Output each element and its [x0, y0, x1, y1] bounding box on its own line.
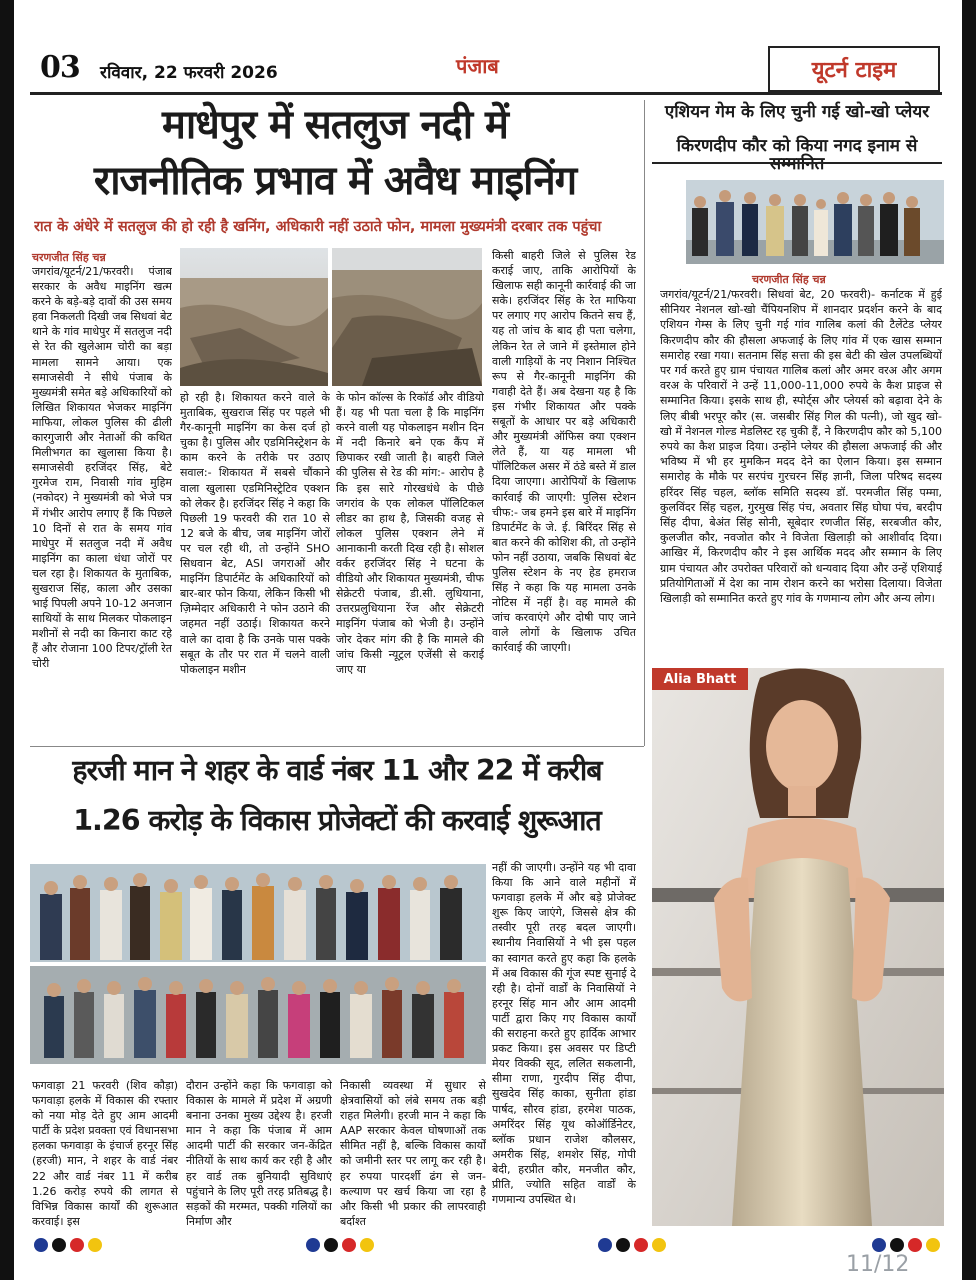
khokho-award-photo	[686, 180, 944, 264]
story1-text-1: जगरांव/यूटर्न/21/फरवरी। पंजाब सरकार के अवैध माइनिंग खत्म करने के बड़े-बड़े दावों की उस समय हवा निकलती दिखी जब सिधवां बेट थाने के गांव माधेपुर में सतलुज नदी से रेत की खुलेआम चोरी का बड़ा मामला सामने आया। एक समाजसेवी ने सीधे पंजाब के मुख्यमंत्री समेत बड़े अधिकारियों को लिखित शिकायत भेजकर माइनिंग माफिया, लोकल पुलिस की ढीली कारगुजारी और नेताओं की कथित मिलीभगत का खुलासा किया है। समाजसेवी हरजिंदर सिंह, बेटे गुरमेज राम, निवासी गांव मुहिम (नकोदर) ने मुख्यमंत्री को भेजे पत्र में गंभीर आरोप लगाए हैं कि पिछले 10 दिनों से रात के समय गांव माधेपुर में सतलुज नदी में अवैध माइनिंग का काला धंधा जोरों पर चल रहा है। शिकायत के मुताबिक, सुखराज सिंह, काला और उसका भाई पिपली अपने 10-12 अनजान साथियों के साथ मिलकर पोकलाइन मशीनों से नदी का किनारा काट रहे हैं और रोजाना 100 टिपर/ट्रॉली रेत चोरी	[32, 265, 172, 671]
mining-photo-2	[332, 248, 482, 386]
dot-red	[70, 1238, 84, 1252]
celebrity-ad	[652, 668, 944, 1226]
story1-headline-line2: राजनीतिक प्रभाव में अवैध माइनिंग	[93, 158, 577, 204]
page-date: रविवार, 22 फरवरी 2026	[100, 63, 278, 83]
color-dots-4	[872, 1238, 940, 1252]
story1-column-4	[492, 248, 636, 742]
dot-yellow	[88, 1238, 102, 1252]
inauguration-image	[30, 864, 486, 1064]
story3-text-1: फगवाड़ा 21 फरवरी (शिव कौड़ा) फगवाड़ा हलके में विकास की रफ्तार को नया मोड़ देते हुए आम आदमी पार्टी के प्रदेश प्रवक्ता एवं विधानसभा हलका फगवाड़ा के इंचार्ज हरनूर सिंह (हरजी) मान, ने शहर के वार्ड नंबर 22 और वार्ड नंबर 11 में करीब 1.26 करोड़ रुपये की लागत से विभिन्न विकास कार्यों की शुरूआत करवाई। इस	[32, 1079, 178, 1228]
dot-red	[908, 1238, 922, 1252]
story2-rule	[652, 162, 942, 164]
story3-column-3	[340, 1078, 486, 1230]
mining-photo-1	[180, 248, 328, 386]
dot-yellow	[360, 1238, 374, 1252]
story1-text-4: किसी बाहरी जिले से पुलिस रेड कराई जाए, ताकि आरोपियों के खिलाफ सही कानूनी कार्रवाई की जा सके। हरजिंदर सिंह के रेत माफिया पर लगाए गए आरोप कितने सच हैं, यह तो जांच के बाद ही पता चलेगा, लेकिन रेत ले जाने में इस्तेमाल होने वाली गाड़ियों के नए निशान निश्चित रूप से गैर-कानूनी माइनिंग की गवाही देते हैं। अब देखना यह है कि इस गंभीर शिकायत और पक्के सबूतों के आधार पर बड़े अधिकारी और मुख्यमंत्री ऑफिस क्या एक्शन लेते हैं, या यह मामला भी पॉलिटिकल असर में ठंडे बस्ते में डाल दिया जाएगा। आरोपियों के खिलाफ कार्रवाई की जाएगी: पुलिस स्टेशन चीफ:- जब हमने इस बारे में माइनिंग डिपार्टमेंट के जे. ई. बिरिंदर सिंह से बात करने की कोशिश की, तो उन्होंने फोन नहीं उठाया, जबकि सिधवां बेट पुलिस स्टेशन के नए हेड हमराज सिंह ने कहा कि यह मामला उनके नोटिस में नहीं है। वह मामले की जांच करवाएंगे और दोषी पाए जाने वाले लोगों के खिलाफ उचित कार्रवाई की जाएगी।	[492, 249, 636, 655]
story3-column-2	[186, 1078, 332, 1230]
logo-text: यूटर्न टाइम	[811, 58, 897, 83]
dot-blue	[34, 1238, 48, 1252]
story1-column-2	[180, 390, 330, 742]
dot-black	[52, 1238, 66, 1252]
column-divider	[644, 100, 645, 746]
story2-body	[660, 287, 942, 655]
dot-red	[634, 1238, 648, 1252]
story1-byline: चरणजीत सिंह चन्न	[32, 251, 106, 264]
dot-black	[324, 1238, 338, 1252]
frame-right	[962, 0, 976, 1280]
dot-blue	[872, 1238, 886, 1252]
newspaper-logo	[768, 46, 940, 92]
frame-left	[0, 0, 14, 1280]
dot-yellow	[926, 1238, 940, 1252]
riverbank-image-1	[180, 248, 328, 386]
story1-column-1	[32, 264, 172, 744]
story2-headline-line2: किरणदीप कौर को किया नगद इनाम से	[676, 136, 918, 156]
color-dots-3	[598, 1238, 666, 1252]
inauguration-photo	[30, 864, 486, 1064]
story2-headline-line1: एशियन गेम के लिए चुनी गई खो-खो प्लेयर	[664, 102, 930, 122]
story3-separator	[30, 746, 644, 747]
section-name: पंजाब	[456, 54, 499, 78]
riverbank-image-2	[332, 248, 482, 386]
story1-headline-line1: माधेपुर में सतलुज नदी में	[162, 102, 508, 148]
story3-text-2: दौरान उन्होंने कहा कि फगवाड़ा को विकास के मामले में प्रदेश में अग्रणी बनाना उनका मुख्य उद्देश्य है। हरजी मान ने कहा कि पंजाब में आम आदमी पार्टी की सरकार जन-केंद्रित नीतियों के साथ कार्य कर रही है और हर वार्ड तक बुनियादी सुविधाएं पहुंचाने के लिए पूरी तरह प्रतिबद्ध है। सड़कों की मरम्मत, पक्की गलियों का निर्माण और	[186, 1079, 332, 1228]
dot-yellow	[652, 1238, 666, 1252]
story1-subhead: रात के अंधेरे में सतलुज की हो रही है खनिंग, अधिकारी नहीं उठाते फोन, मामला मुख्यमंत्री दरबार तक पहुंचा	[34, 219, 602, 235]
dot-black	[890, 1238, 904, 1252]
dot-red	[342, 1238, 356, 1252]
story3-headline-line1: हरजी मान ने शहर के वार्ड नंबर 11 और 22 में करीब	[72, 754, 602, 787]
story3-text-3: निकासी व्यवस्था में सुधार से क्षेत्रवासियों को लंबे समय तक बड़ी राहत मिलेगी। हरजी मान ने कहा कि AAP सरकार केवल घोषणाओं तक सीमित नहीं है, बल्कि विकास कार्यों को जमीनी स्तर पर लागू कर रही है। हर रुपया पारदर्शी ढंग से जन-कल्याण पर खर्च किया जा रहा है और किसी भी प्रकार की लापरवाही बर्दाश्त	[340, 1079, 486, 1228]
page-number: 03	[40, 50, 80, 85]
story2-byline: चरणजीत सिंह चन्न	[752, 273, 826, 286]
page-counter: 11/12	[846, 1252, 910, 1277]
story2-text: जगरांव/यूटर्न/21/फरवरी। सिधवां बेट, 20 फरवरी)- कर्नाटक में हुई सीनियर नेशनल खो-खो चैंपियनशिप में शानदार प्रदर्शन करने के बाद एशियन गेम्स के लिए चुनी गई गांव गालिब कलां की टैलेंटेड प्लेयर किरणदीप कौर की हौसला अफजाई के लिए गांव में एक खास सम्मान समारोह रखा गया। सतनाम सिंह सत्ता की इस बेटी की खेल उपलब्धियों पर गर्व करते हुए ग्राम पंचायत गालिब कलां और अमर वरअ और अगम वरअ के परिवारों ने उन्हें 11,000-11,000 रुपये के कैश प्राइज से सम्मानित किया। इसके साथ ही, स्पोर्ट्स और प्लेयर्स को बढ़ावा देने के लिए बीबी भरपूर कौर (स. जसबीर सिंह गिल की पत्नी), जो खुद खो-खो में नेशनल गोल्ड मेडलिस्ट रह चुकी हैं, ने किरणदीप कौर को 5,100 रुपये का कैश प्राइज दिया। उन्होंने प्लेयर की हौसला अफजाई की और भविष्य में भी हर मुमकिन मदद देने का ऐलान किया। इस सम्मान समारोह के मौके पर सरपंच गुरचरन सिंह ज्ञानी, जिला परिषद सदस्य हरिंदर सिंह चहल, ब्लॉक समिति सदस्य डॉ. परमजीत सिंह पम्मा, कुलविंदर सिंह चहल, गुरमुख सिंह पंच, अवतार सिंह घोघा पंच, बरदीप सिंह दीपा, बेअंत सिंह सोनी, सूबेदार रणजीत सिंह, सरबजीत कौर, कुलजीत कौर, नवजोत कौर ने विजेता खिलाड़ी को आशीर्वाद दिया। आखिर में, किरणदीप कौर ने इस आर्थिक मदद और सम्मान के लिए ग्राम पंचायत और उपरोक्त परिवारों को धन्यवाद दिया और उन्हें एशियाई प्रतियोगिताओं में देश का नाम रोशन करने का भरोसा दिलाया। विजेता खिलाड़ी को सम्मानित करते हुए गांव के गणमान्य लोग और अन्य लोग।	[660, 288, 942, 606]
dot-blue	[306, 1238, 320, 1252]
color-dots-2	[306, 1238, 374, 1252]
dot-blue	[598, 1238, 612, 1252]
story3-column-4	[492, 860, 636, 1232]
story3-text-4: नहीं की जाएगी। उन्होंने यह भी दावा किया कि आने वाले महीनों में फगवाड़ा हलके में और बड़े प्रोजेक्ट शुरू किए जाएंगे, जिससे क्षेत्र की तस्वीर पूरी तरह बदल जाएगी। स्थानीय निवासियों ने भी इस पहल का स्वागत करते हुए कहा कि हलके में अब विकास की गूंज स्पष्ट सुनाई दे रही है। दोनों वार्डों के निवासियों ने हरनूर सिंह मान और आम आदमी पार्टी द्वारा किए गए विकास कार्यों की सराहना करते हुए हार्दिक आभार प्रकट किया। इस अवसर पर डिप्टी मेयर विक्की सूद, ललित सकलानी, सीमा राणा, गुरदीप सिंह दीपा, सुखदेव सिंह काका, सुनीता हांडा पार्षद, सौरव हांडा, हरमेश पाठक, अमरिंदर सिंह यूथ कोऑर्डिनेटर, ब्लॉक प्रधान राजेश कौलसर, अमरीक सिंह, शमशेर सिंह, गोपी बेदी, हरप्रीत कौर, मनजीत कौर, प्रीति, ज्योति सहित वार्डों के गणमान्य उपस्थित थे।	[492, 861, 636, 1207]
group-photo-image	[686, 180, 944, 264]
color-dots-1	[34, 1238, 102, 1252]
dot-black	[616, 1238, 630, 1252]
story1-text-2: हो रही है। शिकायत करने वाले के मुताबिक, सुखराज सिंह पर पहले भी गैर-कानूनी माइनिंग का केस दर्ज हो चुका है। पुलिस और एडमिनिस्ट्रेशन के काम करने के तरीके पर उठाए सवाल:- शिकायत में सबसे चौंकाने वाला खुलासा एडमिनिस्ट्रेटिव एक्शन को लेकर है। हरजिंदर सिंह ने कहा कि पिछली 19 फरवरी की रात 10 से 12 बजे के बीच, जब माइनिंग जोरों पर चल रही थी, तो उन्होंने SHO सिधवान बेट, ASI जगराओं और माइनिंग डिपार्टमेंट के अधिकारियों को बार-बार फोन किया, लेकिन किसी भी ज़िम्मेदार अधिकारी ने फोन उठाने की जहमत नहीं उठाई। शिकायत करने वाले का दावा है कि उनके पास पक्के सबूत के तौर पर रात में चलने वाली पोकलाइन मशीन	[180, 391, 330, 676]
story3-headline-line2: 1.26 करोड़ के विकास प्रोजेक्टों की करवाई शुरूआत	[73, 804, 601, 837]
ad-label: Alia Bhatt	[652, 668, 748, 690]
story1-text-3: के फोन कॉल्स के रिकॉर्ड और वीडियो हैं। यह भी पता चला है कि माइनिंग करने वाली यह पोकलाइन मशीन दिन में नदी किनारे बने एक कैंप में छिपाकर रखी जाती है। बाहरी जिले की पुलिस से रेड की मांग:- आरोप है कि इस सारे गोरखधंधे के पीछे जगरांव के एक लोकल पॉलिटिकल लीडर का हाथ है, जिसकी वजह से लोकल पुलिस एक्शन लेने में आनाकानी करती दिख रही है। सोशल वर्कर हरजिंदर सिंह ने घटना के वीडियो और शिकायत मुख्यमंत्री, चीफ सेक्रेटरी पंजाब, डी.सी. लुधियाना, उत्तरप्रलुधियाना रेंज और सेक्रेटरी माइनिंग पंजाब को भेजी है। उन्होंने जोर देकर मांग की है कि मामले की जांच किसी न्यूट्रल एजेंसी से कराई जाए या	[336, 391, 484, 676]
story1-column-3	[336, 390, 484, 742]
celebrity-photo-image	[652, 668, 944, 1226]
story3-column-1	[32, 1078, 178, 1230]
masthead-rule	[30, 92, 942, 95]
